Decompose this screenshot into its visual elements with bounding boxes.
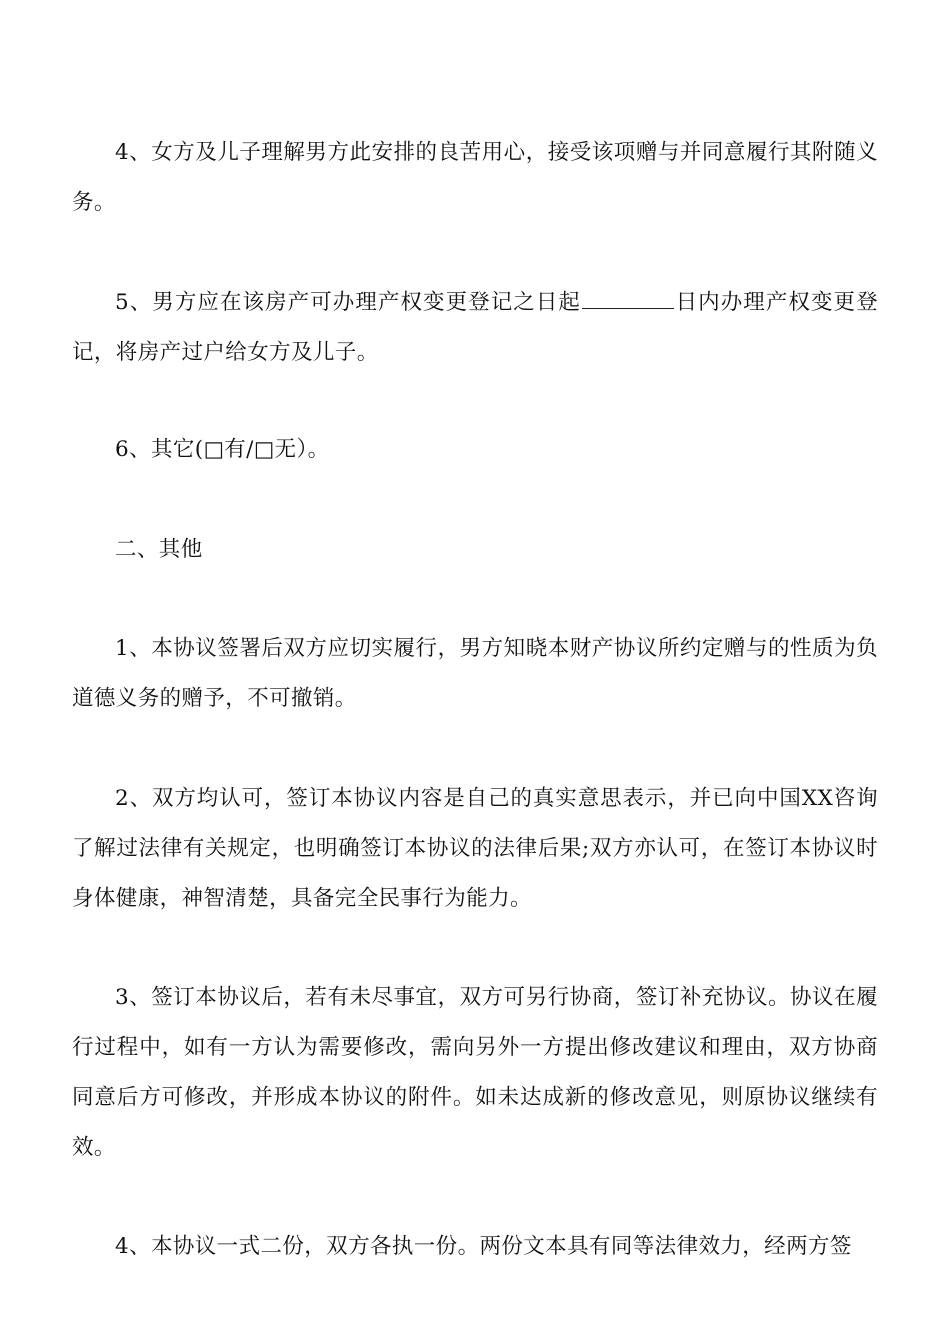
clause-paragraph: 4、本协议一式二份，双方各执一份。两份文本具有同等法律效力，经两方签 [115,1234,852,1259]
clause-paragraph: 2、双方均认可，签订本协议内容是自己的真实意思表示，并已向中国XX咨询了解过法律有关规定，也明确签订本协议的法律后果;双方亦认可，在签订本协议时身体健康，神智清楚，具备完全民事行为能力。 [72,786,878,911]
clause-paragraph: 3、签订本协议后，若有未尽事宜，双方可另行协商，签订补充协议。协议在履行过程中，如有一方认为需要修改，需向另外一方提出修改建议和理由，双方协商同意后方可修改，并形成本协议的附件。如未达成新的修改意见，则原协议继续有效。 [72,985,878,1160]
clause-text: 5、男方应在该房产可办理产权变更登记之日起 [115,290,581,315]
clause-paragraph [72,278,878,378]
clause-paragraph: 6、其它(□有/□无）。 [115,437,330,462]
section-heading: 二、其他 [115,537,203,562]
clause-paragraph: 4、女方及儿子理解男方此安排的良苦用心，接受该项赠与并同意履行其附随义务。 [72,140,878,215]
clause-paragraph: 1、本协议签署后双方应切实履行，男方知晓本财产协议所约定赠与的性质为负道德义务的赠予，不可撤销。 [72,636,878,711]
clause-text: 日内办理产权变更登记，将房产过户给女方及儿子。 [72,290,878,365]
fill-in-blank[interactable] [582,286,674,309]
